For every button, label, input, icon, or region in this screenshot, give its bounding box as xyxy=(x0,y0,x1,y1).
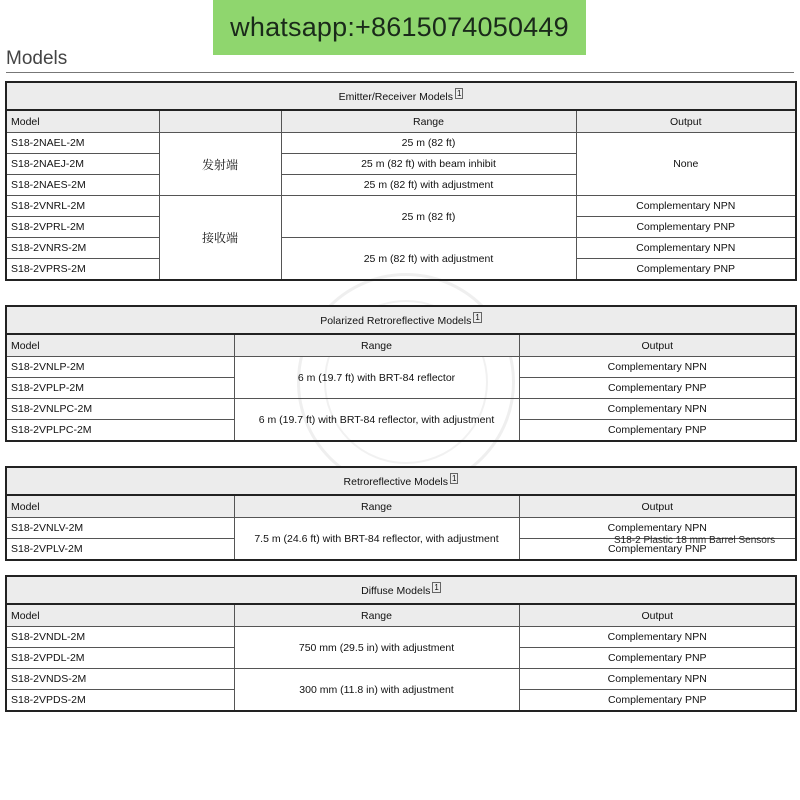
column-header-output: Output xyxy=(519,334,796,357)
range-cell: 25 m (82 ft) with adjustment xyxy=(281,238,576,281)
model-cell: S18-2VNDS-2M xyxy=(6,669,234,690)
output-cell: Complementary PNP xyxy=(519,539,796,561)
table-row xyxy=(6,669,796,690)
table-row xyxy=(6,399,796,420)
footnote-marker: 1 xyxy=(475,312,480,322)
output-cell: Complementary NPN xyxy=(519,627,796,648)
column-header-output: Output xyxy=(576,110,796,133)
output-cell: Complementary PNP xyxy=(519,690,796,712)
table-caption: Polarized Retroreflective Models $^1$ xyxy=(6,306,796,334)
output-cell: None xyxy=(576,133,796,196)
column-header-range: Range xyxy=(281,110,576,133)
range-cell: 25 m (82 ft) xyxy=(281,196,576,238)
output-cell: Complementary NPN xyxy=(576,238,796,259)
model-cell: S18-2VPRS-2M xyxy=(6,259,159,281)
column-header-model: Model xyxy=(6,495,234,518)
table-row xyxy=(6,357,796,378)
model-cell: S18-2VPLP-2M xyxy=(6,378,234,399)
table-row xyxy=(6,627,796,648)
model-cell: S18-2VNRL-2M xyxy=(6,196,159,217)
table-caption: Diffuse Models $^1$ xyxy=(6,576,796,604)
column-header-model: Model xyxy=(6,604,234,627)
output-cell: Complementary NPN xyxy=(519,357,796,378)
column-header-output: Output xyxy=(519,495,796,518)
table-row xyxy=(6,196,796,217)
column-header-range: Range xyxy=(234,604,519,627)
range-cell: 7.5 m (24.6 ft) with BRT-84 reflector, with adjustment xyxy=(234,518,519,561)
output-cell: Complementary NPN xyxy=(519,518,796,539)
model-cell: S18-2NAEL-2M xyxy=(6,133,159,154)
column-header-range: Range xyxy=(234,334,519,357)
range-cell: 25 m (82 ft) with adjustment xyxy=(281,175,576,196)
output-cell: Complementary NPN xyxy=(576,196,796,217)
model-cell: S18-2VNRS-2M xyxy=(6,238,159,259)
section-divider xyxy=(6,72,794,73)
model-cell: S18-2NAEJ-2M xyxy=(6,154,159,175)
output-cell: Complementary PNP xyxy=(519,420,796,442)
column-header-model: Model xyxy=(6,334,234,357)
output-cell: Complementary NPN xyxy=(519,399,796,420)
model-cell: S18-2VPDL-2M xyxy=(6,648,234,669)
footnote-marker: 1 xyxy=(452,473,457,483)
range-cell: 25 m (82 ft) with beam inhibit xyxy=(281,154,576,175)
table-caption: Retroreflective Models $^1$ xyxy=(6,467,796,495)
range-cell: 6 m (19.7 ft) with BRT-84 reflector, with adjustment xyxy=(234,399,519,442)
range-cell: 300 mm (11.8 in) with adjustment xyxy=(234,669,519,712)
output-cell: Complementary PNP xyxy=(519,378,796,399)
table-row xyxy=(6,238,796,259)
column-header-model: Model xyxy=(6,110,159,133)
side-note: S18-2 Plastic 18 mm Barrel Sensors xyxy=(614,535,776,546)
model-cell: S18-2VPRL-2M xyxy=(6,217,159,238)
footnote-marker: 1 xyxy=(456,88,462,98)
model-cell: S18-2VNLP-2M xyxy=(6,357,234,378)
model-cell: S18-2VPLV-2M xyxy=(6,539,234,561)
model-cell: S18-2VPLPC-2M xyxy=(6,420,234,442)
table-caption: Emitter/Receiver Models $^1$ xyxy=(6,82,796,110)
model-cell: S18-2VNLPC-2M xyxy=(6,399,234,420)
output-cell: Complementary PNP xyxy=(576,217,796,238)
range-cell: 25 m (82 ft) xyxy=(281,133,576,154)
polarized-retroreflective-table xyxy=(5,305,797,442)
group-label-receiver: 接收端 xyxy=(159,196,281,281)
retroreflective-table xyxy=(5,466,797,561)
range-cell: 6 m (19.7 ft) with BRT-84 reflector xyxy=(234,357,519,399)
group-label-emitter: 发射端 xyxy=(159,133,281,196)
column-header-output: Output xyxy=(519,604,796,627)
column-header-range: Range xyxy=(234,495,519,518)
output-cell: Complementary PNP xyxy=(519,648,796,669)
output-cell: Complementary NPN xyxy=(519,669,796,690)
contact-banner xyxy=(213,0,586,55)
model-cell: S18-2VNDL-2M xyxy=(6,627,234,648)
range-cell: 750 mm (29.5 in) with adjustment xyxy=(234,627,519,669)
table-row xyxy=(6,133,796,154)
output-cell: Complementary PNP xyxy=(576,259,796,281)
model-cell: S18-2NAES-2M xyxy=(6,175,159,196)
column-header-type xyxy=(159,110,281,133)
section-title: Models xyxy=(6,48,68,69)
model-cell: S18-2VPDS-2M xyxy=(6,690,234,712)
emitter-receiver-table xyxy=(5,81,797,281)
diffuse-table xyxy=(5,575,797,712)
model-cell: S18-2VNLV-2M xyxy=(6,518,234,539)
footnote-marker: 1 xyxy=(434,582,439,592)
contact-banner-text: whatsapp:+8615074050449 xyxy=(230,12,569,42)
